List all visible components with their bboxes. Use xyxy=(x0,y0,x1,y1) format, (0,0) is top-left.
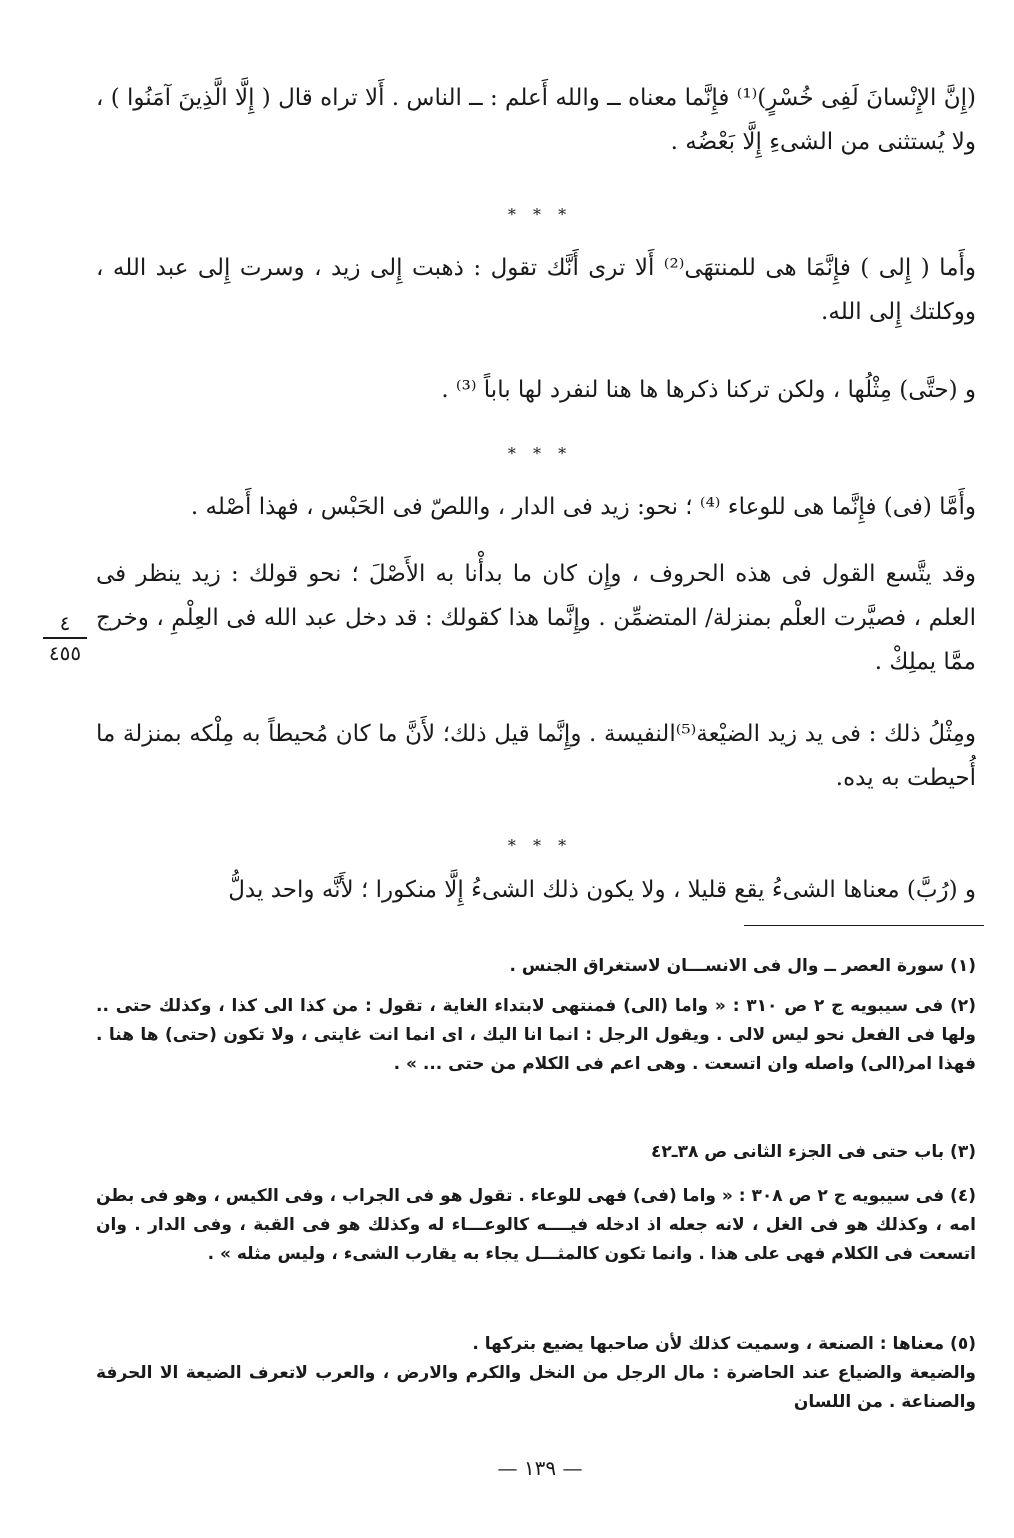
paragraph-text: وقد يتَّسع القول فى هذه الحروف ، وإِن كان ما بدأْنا به الأَصْلَ ؛ نحو قولك : زيد ينظر فى العلم ، فصيَّرت العلْم بمنزلة/ المتضمِّن . وإِنَّما هذا كقولك : قد دخل عبد الله فى العِلْمِ ، وخرج ممَّا يملِكْ . xyxy=(96,561,976,675)
footnote-3 xyxy=(96,1138,976,1167)
paragraph-text: (إِنَّ الإِنْسانَ لَفِى خُسْرٍ)⁽¹⁾ فإِنَّما معناه ــ والله أَعلم : ــ الناس . أَلا تراه قال ( إِلَّا الَّذِينَ آمَنُوا ) ، ولا يُستثنى من الشىءِ إِلَّا بَعْضُه . xyxy=(96,85,976,155)
page-number: — ١٣٩ — xyxy=(497,1456,583,1480)
main-paragraph-2 xyxy=(96,246,976,334)
main-paragraph-6 xyxy=(96,712,976,800)
footnote-text: (٤) فى سيبويه ج ٢ ص ٣٠٨ : « واما (فى) فهى للوعاء . تقول هو فى الجراب ، وفى الكيس ، وهو فى بطن امه ، وكذلك هو فى الغل ، لانه جعله اذ ادخله فيــــه كالوعـــاء له وكذلك هو فى القبة ، وفى الدار . وان اتسعت فى الكلام فهى على هذا . وانما تكون كالمثـــل يجاء به يقارب الشىء ، وليس مثله » . xyxy=(96,1186,976,1264)
footnote-text: (٢) فى سيبويه ج ٢ ص ٣١٠ : « واما (الى) فمنتهى لابتداء الغاية ، تقول : من كذا الى كذا ، وكذلك حتى .. ولها فى الفعل نحو ليس لالى . ويقول الرجل : انما انا اليك ، اى انما انت غايتى ، ولا تكون (حتى) ها هنا . فهذا امر(الى) واصله وان اتسعت . وهى اعم فى الكلام من حتى ... » . xyxy=(96,996,976,1074)
footnote-text: (٥) معناها : الصنعة ، وسميت كذلك لأن صاحبها يضيع بتركها . xyxy=(472,1334,976,1354)
footnote-text: (١) سورة العصر ــ وال فى الانســـان لاستغراق الجنس . xyxy=(509,956,976,976)
footnote-text: (٣) باب حتى فى الجزء الثانى ص ٣٨ـ٤٢ xyxy=(651,1142,976,1162)
paragraph-text: و (رُبَّ) معناها الشىءُ يقع قليلا ، ولا يكون ذلك الشىءُ إِلَّا منكورا ؛ لأَنَّه واحد يدلُّ xyxy=(228,877,976,903)
footnote-1 xyxy=(96,952,976,981)
margin-note-divider xyxy=(43,637,87,639)
paragraph-text: وأَمَّا (فى) فإِنَّما هى للوعاء ⁽⁴⁾ ؛ نحو: زيد فى الدار ، واللصّ فى الحَبْس ، فهذا أَصْله . xyxy=(190,494,976,520)
main-paragraph-5 xyxy=(96,552,976,684)
margin-folio-note xyxy=(40,612,90,664)
main-paragraph-7 xyxy=(96,868,976,912)
paragraph-text: و (حتَّى) مِثْلُها ، ولكن تركنا ذكرها ها هنا لنفرد لها باباً ⁽³⁾ . xyxy=(441,377,976,403)
section-separator: * * * xyxy=(507,836,573,855)
paragraph-text: ومِثْلُ ذلك : فى يد زيد الضيْعة⁽⁵⁾النفيسة . وإِنَّما قيل ذلك؛ لأَنَّ ما كان مُحيطاً به مِلْكه بمنزلة ما أُحيطت به يده. xyxy=(96,721,976,791)
margin-note-bottom: ٤٥٥ xyxy=(48,641,82,665)
footnote-4 xyxy=(96,1182,976,1269)
main-paragraph-3 xyxy=(96,368,976,412)
footnote-separator-rule xyxy=(744,925,984,926)
section-separator: * * * xyxy=(507,444,573,463)
footnote-5 xyxy=(96,1330,976,1417)
paragraph-text: وأَما ( إِلى ) فإِنَّمَا هى للمنتهَى⁽²⁾ أَلا ترى أَنَّك تقول : ذهبت إِلى زيد ، وسرت إِلى عبد الله ، ووكلتك إِلى الله. xyxy=(96,255,977,325)
section-separator: * * * xyxy=(507,205,573,224)
margin-note-top: ٤ xyxy=(59,611,71,635)
main-paragraph-1 xyxy=(96,76,976,164)
footnote-text: والضيعة والضياع عند الحاضرة : مال الرجل من النخل والكرم والارض ، والعرب لاتعرف الضيعة الا الحرفة والصناعة . من اللسان xyxy=(96,1363,976,1412)
footnote-2 xyxy=(96,992,976,1079)
main-paragraph-4 xyxy=(96,485,976,529)
